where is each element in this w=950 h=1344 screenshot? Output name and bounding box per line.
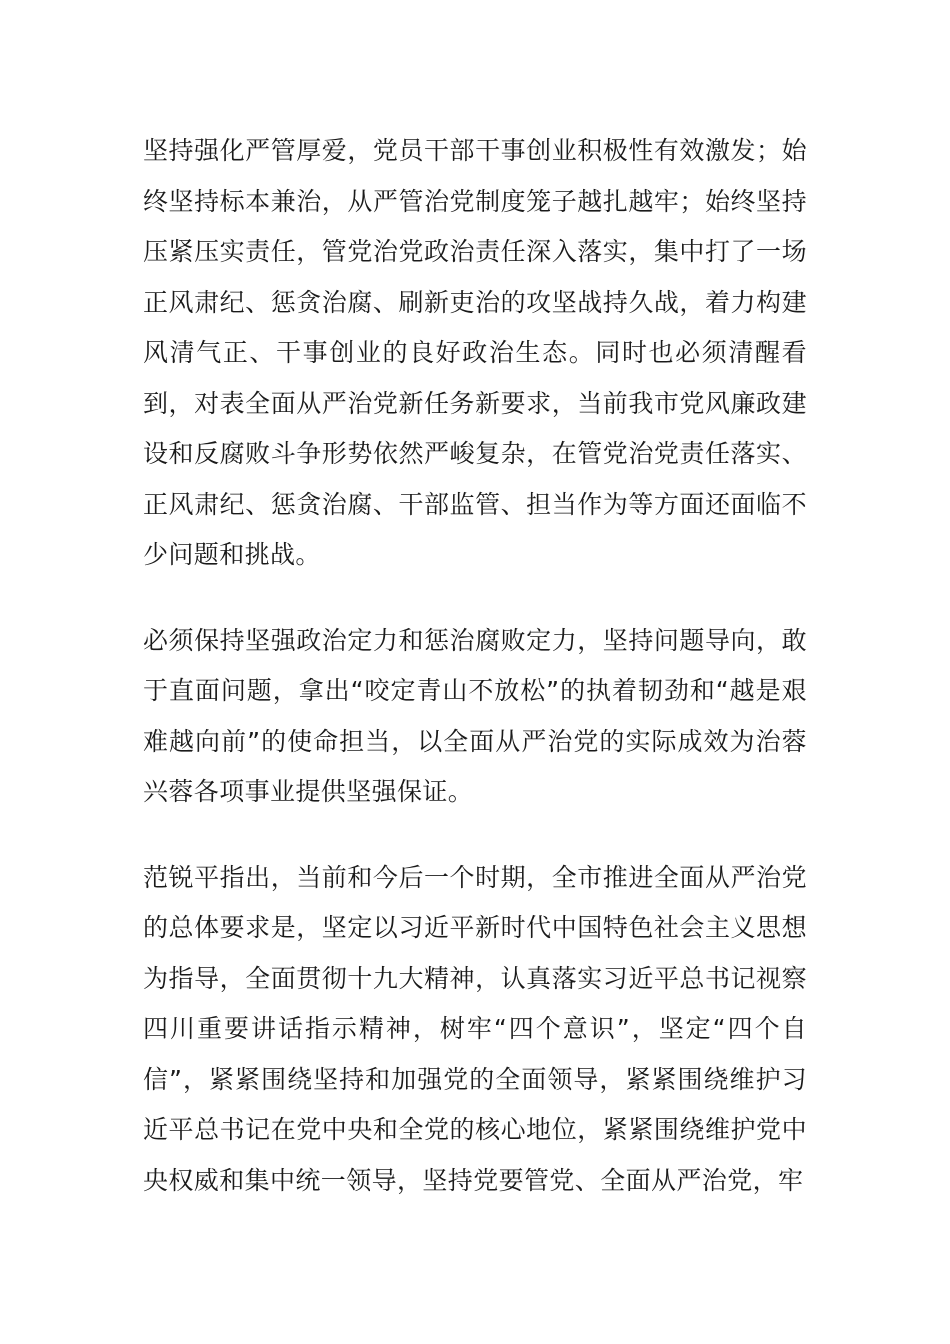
- paragraph-2: 必须保持坚强政治定力和惩治腐败定力，坚持问题导向，敢于直面问题，拿出“咬定青山不放松”的执着韧劲和“越是艰难越向前”的使命担当，以全面从严治党的实际成效为治蓉兴蓉各项事业提供坚强保证。: [143, 625, 807, 806]
- paragraph-1: 坚持强化严管厚爱，党员干部干事创业积极性有效激发；始终坚持标本兼治，从严管治党制度笼子越扎越牢；始终坚持压紧压实责任，管党治党政治责任深入落实，集中打了一场正风肃纪、惩贪治腐、刷新吏治的攻坚战持久战，着力构建风清气正、干事创业的良好政治生态。同时也必须清醒看到，对表全面从严治党新任务新要求，当前我市党风廉政建设和反腐败斗争形势依然严峻复杂，在管党治党责任落实、正风肃纪、惩贪治腐、干部监管、担当作为等方面还面临不少问题和挑战。: [143, 136, 807, 569]
- document-body: [143, 126, 807, 1206]
- paragraph-3: 范锐平指出，当前和今后一个时期，全市推进全面从严治党的总体要求是，坚定以习近平新时代中国特色社会主义思想为指导，全面贯彻十九大精神，认真落实习近平总书记视察四川重要讲话指示精神，树牢“四个意识”，坚定“四个自信”，紧紧围绕坚持和加强党的全面领导，紧紧围绕维护习近平总书记在党中央和全党的核心地位，紧紧围绕维护党中央权威和集中统一领导，坚持党要管党、全面从严治党，牢: [143, 862, 807, 1195]
